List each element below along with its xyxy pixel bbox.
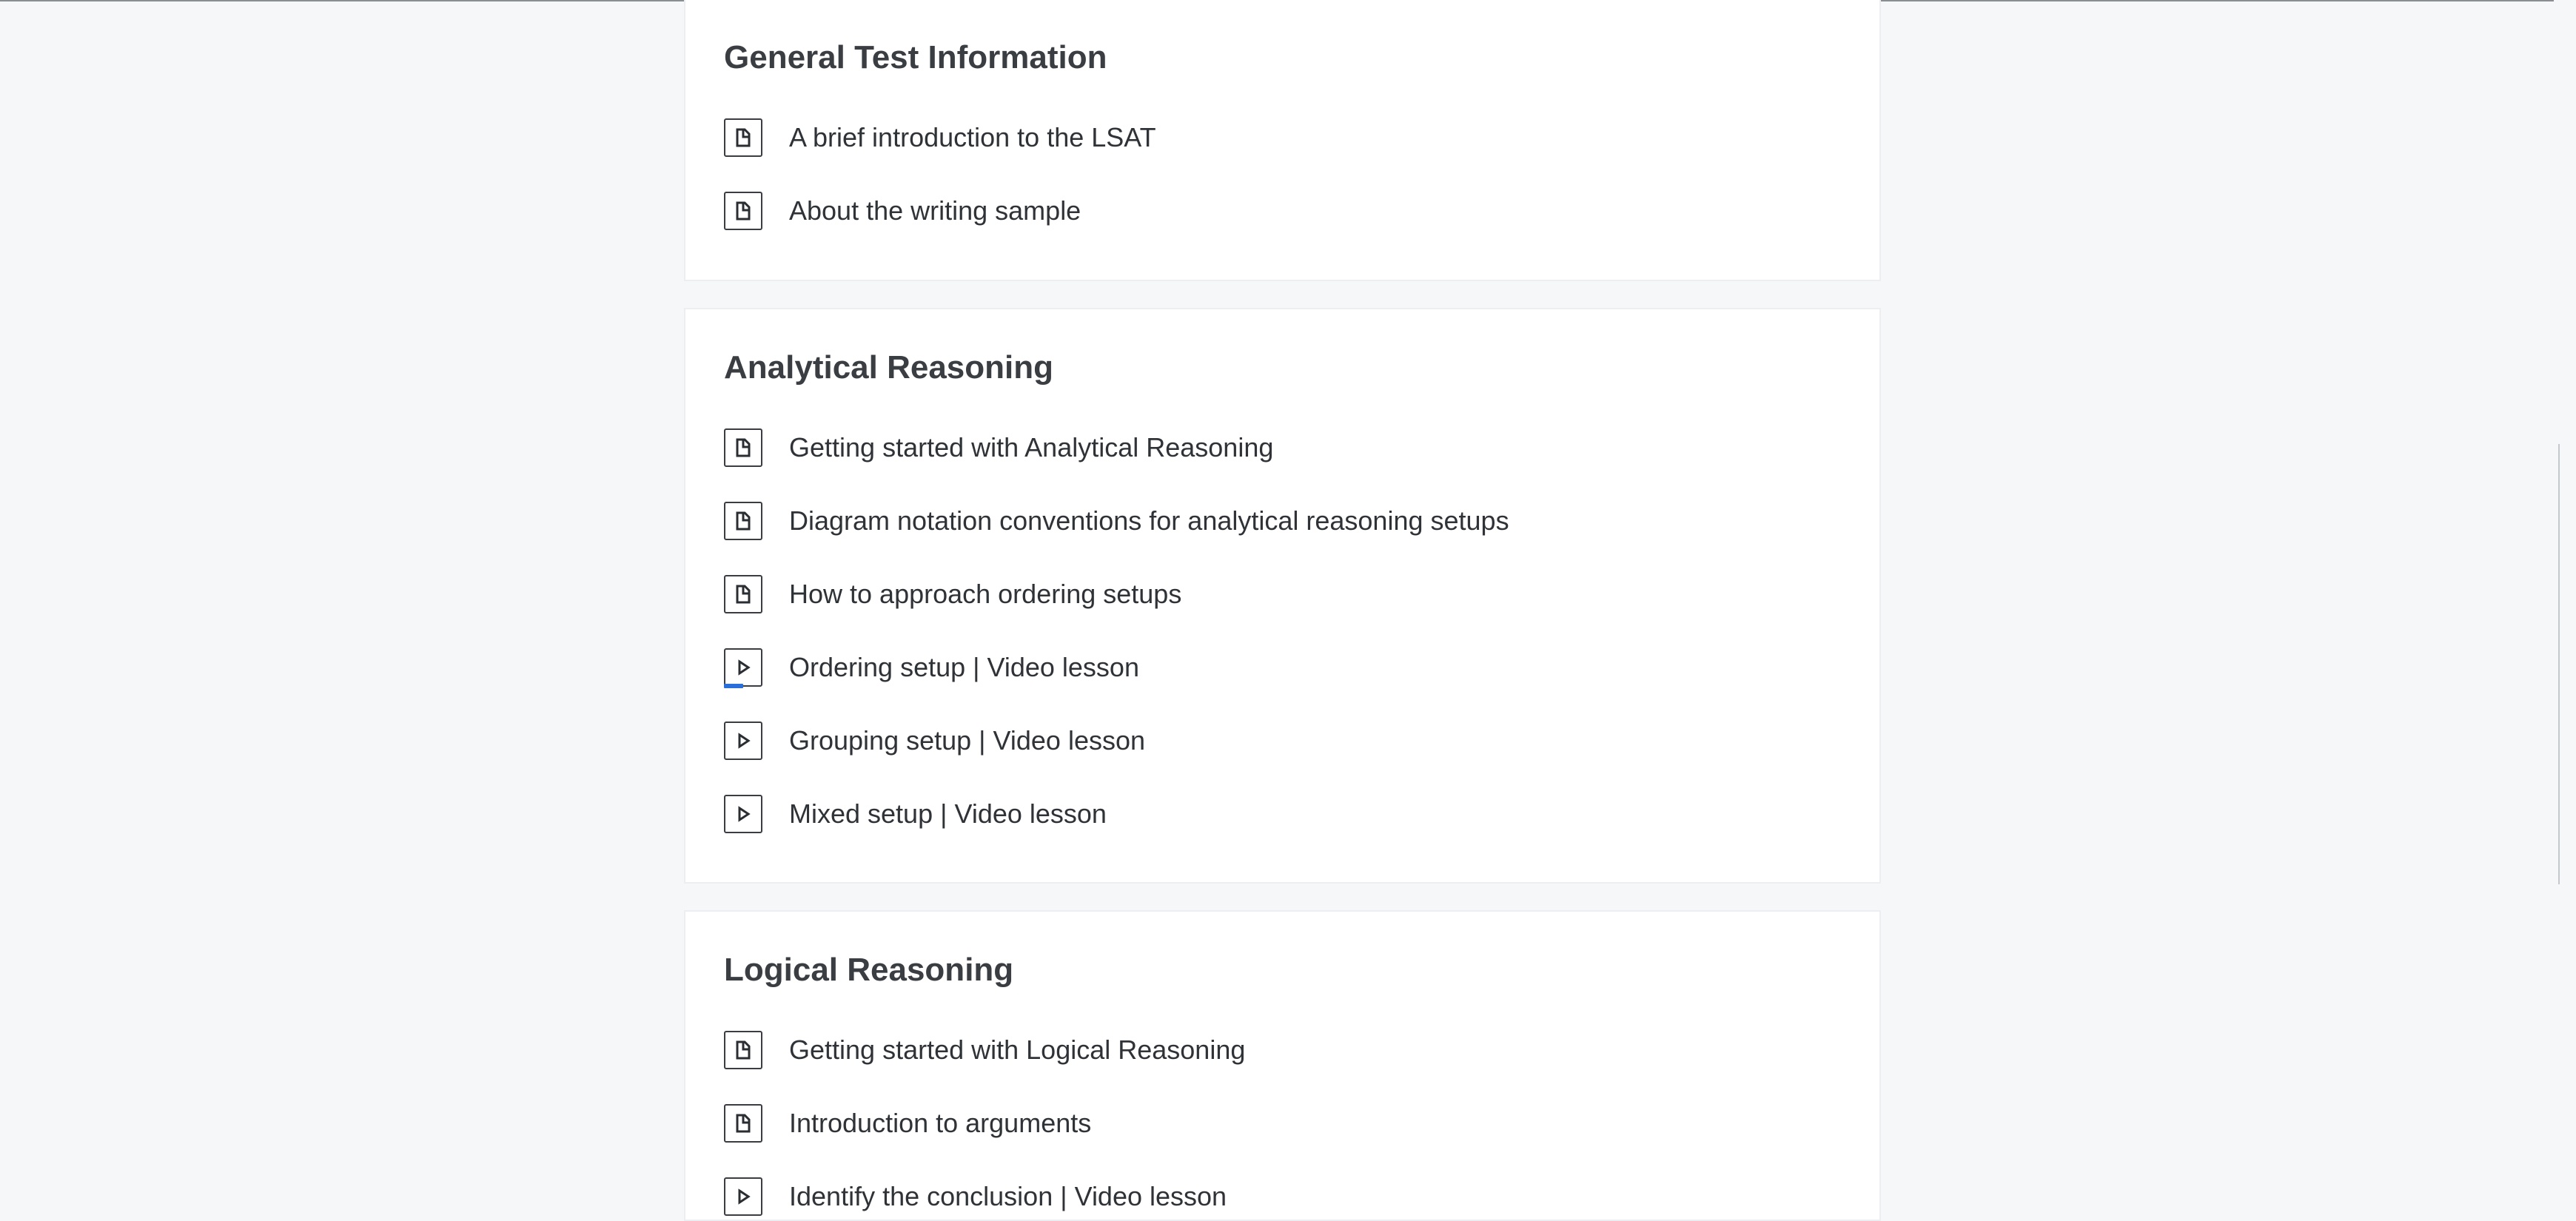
play-icon bbox=[724, 1177, 762, 1216]
document-icon bbox=[724, 118, 762, 157]
lesson-title: Ordering setup | Video lesson bbox=[789, 652, 1139, 682]
lesson-item[interactable] bbox=[724, 428, 1273, 467]
section-logical-reasoning bbox=[684, 910, 1881, 1221]
lesson-title: Getting started with Logical Reasoning bbox=[789, 1035, 1246, 1065]
lesson-item[interactable] bbox=[724, 118, 1156, 157]
lesson-item[interactable] bbox=[724, 722, 1145, 760]
play-icon bbox=[724, 722, 762, 760]
lesson-title: Diagram notation conventions for analytical reasoning setups bbox=[789, 505, 1509, 536]
document-icon bbox=[724, 1104, 762, 1143]
lesson-item[interactable] bbox=[724, 1031, 1245, 1069]
page-scrollbar[interactable] bbox=[2554, 0, 2576, 1211]
play-icon bbox=[724, 795, 762, 833]
document-icon bbox=[724, 1031, 762, 1069]
section-title: Analytical Reasoning bbox=[724, 349, 1054, 386]
lesson-title: Introduction to arguments bbox=[789, 1108, 1092, 1138]
lesson-title: Grouping setup | Video lesson bbox=[789, 725, 1146, 756]
lesson-item[interactable] bbox=[724, 192, 1081, 230]
scrollbar-thumb[interactable] bbox=[2558, 444, 2560, 884]
document-icon bbox=[724, 502, 762, 540]
section-title: General Test Information bbox=[724, 39, 1107, 75]
lesson-title: Mixed setup | Video lesson bbox=[789, 798, 1107, 829]
section-analytical-reasoning bbox=[684, 308, 1881, 884]
lesson-title: About the writing sample bbox=[789, 195, 1081, 226]
section-general-test-information bbox=[684, 0, 1881, 281]
lesson-title: How to approach ordering setups bbox=[789, 579, 1182, 609]
lesson-item[interactable] bbox=[724, 1177, 1227, 1216]
document-icon bbox=[724, 192, 762, 230]
video-progress-bar bbox=[724, 684, 743, 688]
lesson-item[interactable] bbox=[724, 648, 1139, 687]
lesson-item[interactable] bbox=[724, 795, 1107, 833]
lesson-title: A brief introduction to the LSAT bbox=[789, 122, 1156, 152]
lesson-title: Identify the conclusion | Video lesson bbox=[789, 1181, 1227, 1211]
document-icon bbox=[724, 428, 762, 467]
lesson-item[interactable] bbox=[724, 1104, 1091, 1143]
lesson-title: Getting started with Analytical Reasoning bbox=[789, 432, 1274, 462]
document-icon bbox=[724, 575, 762, 613]
section-title: Logical Reasoning bbox=[724, 952, 1014, 988]
lesson-item[interactable] bbox=[724, 502, 1509, 540]
lesson-item[interactable] bbox=[724, 575, 1181, 613]
play-icon bbox=[724, 648, 762, 687]
